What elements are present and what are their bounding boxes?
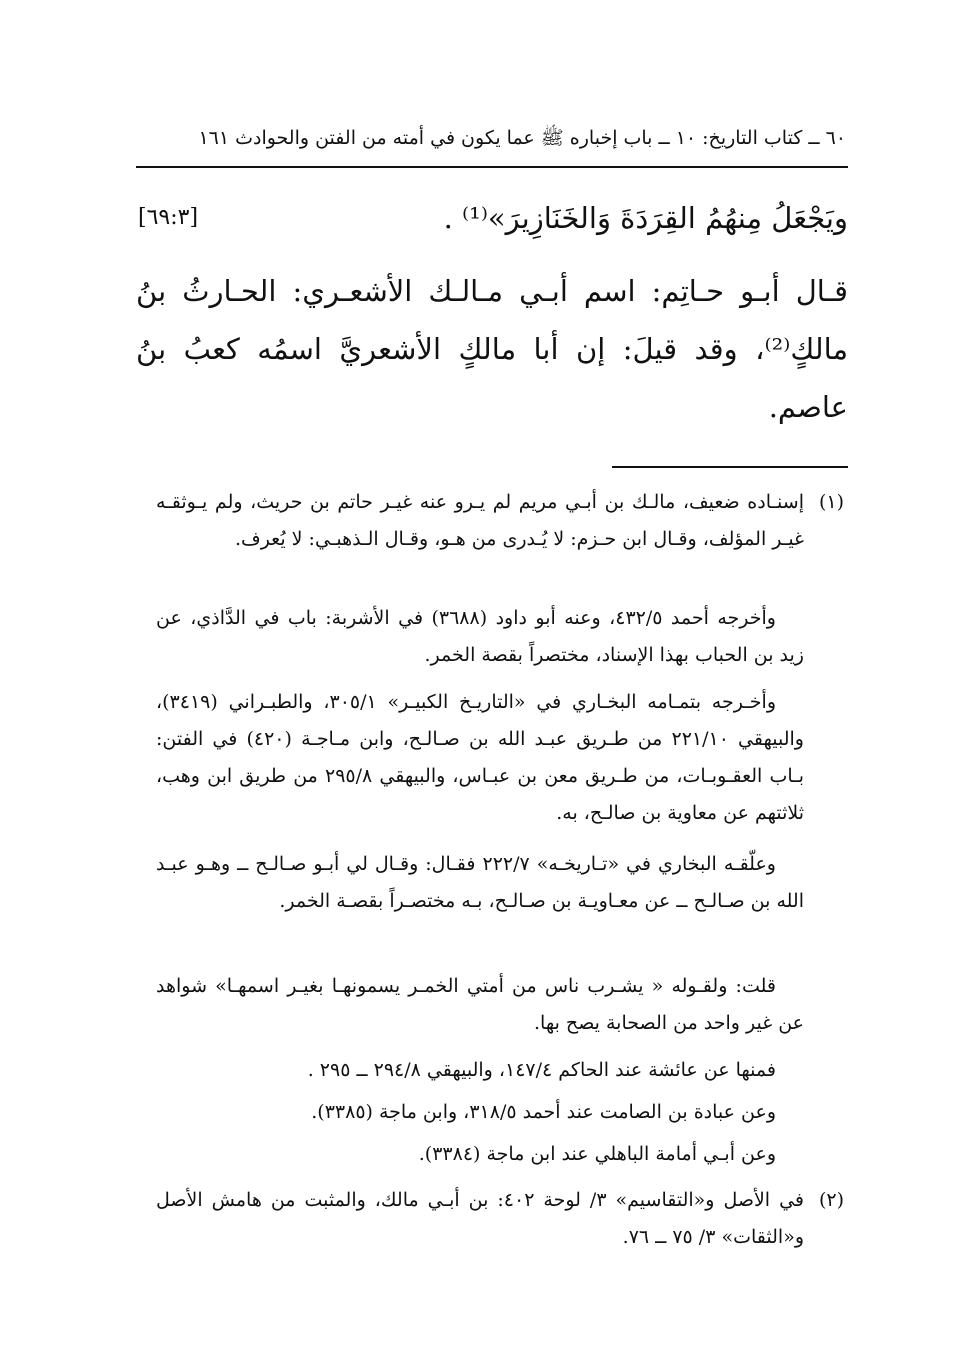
- footnote-1-paragraph: وأخرجه أحمد ٤٣٢/٥، وعنه أبو داود (٣٦٨٨) في الأشربة: باب في الدَّاذي، عن زيد بن الحباب بهذا الإسناد، مختصراً بقصة الخمر.: [156, 607, 804, 666]
- footnote-1-paragraph: إسنـاده ضعيف، مالـك بن أبـي مريم لم يـرو عنه غيـر حاتم بن حريث، ولم يـوثقـه غيـر المؤلف، وقـال ابن حـزم: لا يُـدرى من هـو، وقـال الـذهبـي: لا يُعرف.: [156, 491, 804, 550]
- footnote-2-number: (٢): [818, 1189, 844, 1211]
- footnote-1-paragraph: فمنها عن عائشة عند الحاكم ١٤٧/٤، والبيهقي ٢٩٤/٨ ــ ٢٩٥ .: [307, 1059, 776, 1081]
- header-divider: [136, 166, 848, 168]
- footnote-1-paragraph: وأخـرجه بتمـامه البخـاري في «التاريـخ الكبيـر» ٣٠٥/١، والطبـراني (٣٤١٩)، والبيهقي ٢٢١/١٠ من طـريق عبـد الله بن صـالـح، وابن مـاجـة (٤٢٠) في الفتن: بـاب العقـوبـات، من طـريق معن بن عبـاس، والبيهقي ٢٩٥/٨ من طريق ابن وهب، ثلاثتهم عن معاوية بن صالـح، به.: [156, 691, 804, 824]
- hadith-ending-line: ويَجْعَلُ مِنهُمُ القِرَدَةَ وَالخَنَازِيرَ»⁽¹⁾ .: [443, 201, 848, 235]
- running-header: ٦٠ ــ كتاب التاريخ: ١٠ ــ باب إخباره ﷺ عما يكون في أمته من الفتن والحوادث ١٦١: [198, 127, 846, 149]
- main-commentary: قـال أبـو حـاتِم: اسم أبـي مـالـك الأشعـري: الحـارثُ بنُ مالكٍ⁽²⁾، وقد قيلَ: إن أبا مالكٍ الأشعريَّ اسمُه كعبُ بنُ عاصم.: [136, 274, 848, 424]
- footnote-2-text: في الأصل و«التقاسيم» ٣/ لوحة ٤٠٢: بن أبـي مالك، والمثبت من هامش الأصل و«الثقات» ٣/ ٧٥ ــ ٧٦.: [156, 1189, 804, 1248]
- footnote-1-paragraph: قلت: ولقـوله « يشـرب ناس من أمتي الخمـر يسمونهـا بغيـر اسمهـا» شواهد عن غير واحد من الصحابة يصح بها.: [156, 975, 804, 1034]
- footnote-1-paragraph: وعن عبادة بن الصامت عند أحمد ٣١٨/٥، وابن ماجة (٣٣٨٥).: [311, 1101, 776, 1123]
- footnote-1-paragraph: وعن أبـي أمامة الباهلي عند ابن ماجة (٣٣٨٤).: [418, 1143, 776, 1165]
- hadith-reference: [٦٩:٣]: [138, 205, 199, 230]
- footnote-divider: [612, 466, 848, 468]
- footnote-1-paragraph: وعلّقـه البخاري في «تـاريخـه» ٢٢٢/٧ فقـال: وقـال لي أبـو صـالـح ــ وهـو عبـد الله بن صـالـح ــ عن معـاويـة بن صـالـح، بـه مختصـراً بقصـة الخمر.: [156, 853, 804, 912]
- footnote-1-number: (١): [818, 491, 844, 513]
